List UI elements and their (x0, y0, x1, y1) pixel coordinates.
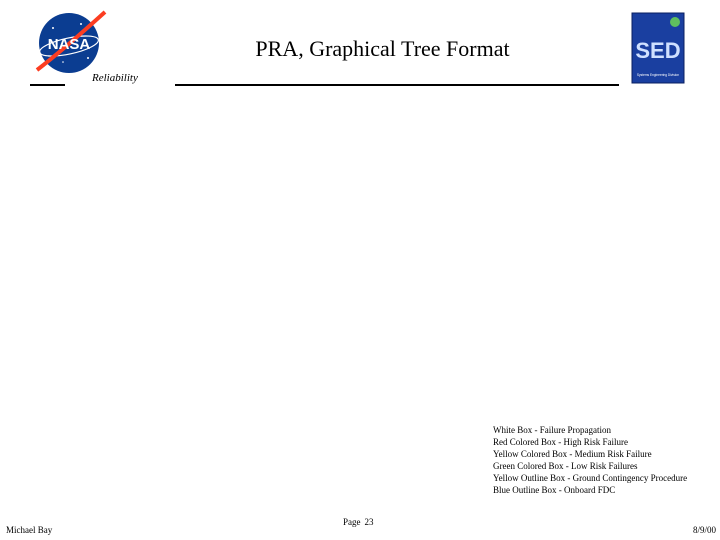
header-rule (175, 84, 619, 86)
legend-item: Blue Outline Box - Onboard FDC (493, 485, 616, 495)
sed-logo-caption: Systems Engineering Division (636, 73, 680, 77)
header-rule-left (30, 84, 65, 86)
sed-logo-text: SED (635, 38, 681, 63)
footer-page (343, 517, 378, 527)
page-number: 23 (364, 517, 374, 527)
legend (493, 424, 687, 496)
footer-author: Michael Bay (6, 525, 53, 535)
legend-item: Red Colored Box - High Risk Failure (493, 437, 628, 447)
page-label: Page (343, 517, 361, 527)
legend-item: Green Colored Box - Low Risk Failures (493, 461, 638, 471)
sed-logo (631, 12, 685, 84)
legend-item: Yellow Colored Box - Medium Risk Failure (493, 449, 652, 459)
page-title: PRA, Graphical Tree Format (255, 36, 510, 61)
legend-item: Yellow Outline Box - Ground Contingency Procedure (493, 473, 688, 483)
section-subtitle: Reliability (92, 72, 138, 84)
nasa-logo-text: NASA (47, 36, 91, 53)
footer-date: 8/9/00 (692, 525, 716, 535)
legend-item: White Box - Failure Propagation (493, 425, 611, 435)
nasa-logo (33, 10, 107, 76)
